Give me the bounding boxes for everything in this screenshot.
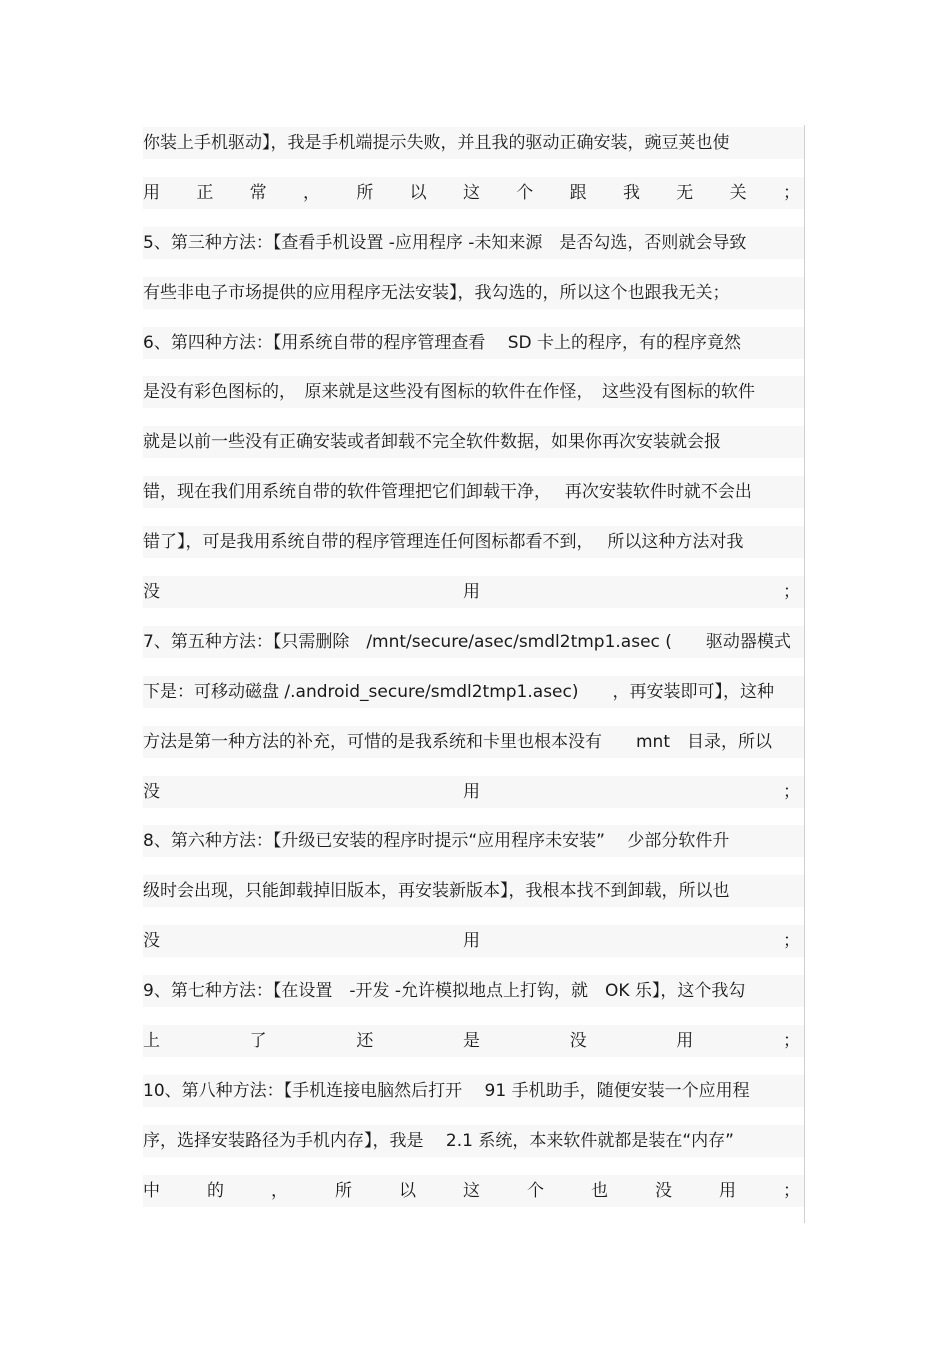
line-glyph: 所 [356,182,374,203]
line-glyph: ； [782,182,800,203]
line-text [143,927,800,955]
text-line [143,474,805,524]
line-text [143,778,800,806]
line-glyph: 常 [249,182,267,203]
line-text: 下是：可移动磁盘 /.android_secure/smdl2tmp1.asec) ，再安装即可】，这种 [143,681,774,702]
line-glyph: 中 [143,1180,160,1201]
line-text: 9、第七种方法：【在设置 -开发 -允许模拟地点上打钩，就 OK 乐】，这个我勾 [143,981,746,1002]
line-text: 你装上手机驱动】，我是手机端提示失败，并且我的驱动正确安装，豌豆荚也使 [143,133,730,153]
line-glyph: 用 [463,781,480,802]
line-glyph: ， [302,182,320,203]
text-line [143,1123,805,1173]
text-line [143,624,805,674]
line-text: 就是以前一些没有正确安装或者卸载不完全软件数据，如果你再次安装就会报 [143,432,721,453]
line-glyph: 正 [196,182,214,203]
line-text: 5、第三种方法：【查看手机设置 -应用程序 -未知来源 是否勾选，否则就会导致 [143,232,747,253]
line-glyph: 没 [143,781,160,802]
line-text: 方法是第一种方法的补充，可惜的是我系统和卡里也根本没有 mnt 目录，所以 [143,731,772,752]
text-line [143,1023,805,1073]
line-glyph: 也 [591,1180,608,1201]
line-text: 是没有彩色图标的， 原来就是这些没有图标的软件在作怪， 这些没有图标的软件 [143,382,755,403]
text-line [143,325,805,375]
line-glyph: 这 [462,182,480,203]
line-glyph: 我 [622,182,640,203]
line-glyph: 没 [143,582,160,603]
line-glyph: ； [783,931,800,952]
line-text: 序，选择安装路径为手机内存】，我是 2.1 系统，本来软件就都是装在“内存” [143,1130,734,1151]
text-line [143,574,805,624]
text-line [143,774,805,824]
line-text: 错了】，可是我用系统自带的程序管理连任何图标都看不到， 所以这种方法对我 [143,532,744,553]
line-glyph: 没 [143,931,160,952]
line-glyph: 没 [655,1180,672,1201]
line-glyph: 关 [729,182,747,203]
line-glyph: ； [783,582,800,603]
line-glyph: 用 [719,1180,736,1201]
line-glyph: 是 [462,1031,480,1052]
text-line [143,923,805,973]
line-text: 6、第四种方法：【用系统自带的程序管理查看 SD 卡上的程序，有的程序竟然 [143,332,742,353]
line-glyph: 以 [409,182,427,203]
line-glyph: ； [783,1180,800,1201]
line-glyph: ， [271,1180,288,1201]
line-glyph: 了 [249,1031,267,1052]
line-glyph: 个 [527,1180,544,1201]
document-body [143,125,805,1223]
text-line [143,1073,805,1123]
line-glyph: 所 [335,1180,352,1201]
line-glyph: ； [783,781,800,802]
line-text: 7、第五种方法：【只需删除 /mnt/secure/asec/smdl2tmp1.asec ( 驱动器模式 [143,631,791,652]
line-glyph: 用 [463,931,480,952]
text-line [143,175,805,225]
text-line [143,424,805,474]
line-text [143,1027,800,1055]
line-text: 10、第八种方法：【手机连接电脑然后打开 91 手机助手，随便安装一个应用程 [143,1080,750,1101]
line-glyph: 无 [676,182,694,203]
line-glyph: 用 [143,182,160,203]
text-line [143,724,805,774]
line-glyph: 个 [516,182,534,203]
line-glyph: 用 [676,1031,694,1052]
line-text [143,179,800,207]
line-glyph: ； [782,1031,800,1052]
line-glyph: 还 [356,1031,374,1052]
text-line [143,873,805,923]
line-text: 8、第六种方法：【升级已安装的程序时提示“应用程序未安装” 少部分软件升 [143,831,730,852]
line-glyph: 的 [207,1180,224,1201]
text-line [143,973,805,1023]
text-line [143,1173,805,1223]
text-line [143,823,805,873]
line-glyph: 跟 [569,182,587,203]
line-text [143,578,800,606]
text-line [143,674,805,724]
text-line [143,374,805,424]
text-line [143,125,805,175]
line-glyph: 没 [569,1031,587,1052]
line-text: 有些非电子市场提供的应用程序无法安装】，我勾选的，所以这个也跟我无关； [143,282,730,303]
text-line [143,524,805,574]
line-glyph: 用 [463,582,480,603]
line-glyph: 上 [143,1031,160,1052]
text-line [143,225,805,275]
line-text: 级时会出现，只能卸载掉旧版本，再安装新版本】，我根本找不到卸载，所以也 [143,881,730,902]
line-glyph: 这 [463,1180,480,1201]
line-text [143,1177,800,1205]
line-glyph: 以 [399,1180,416,1201]
text-line [143,275,805,325]
line-text: 错，现在我们用系统自带的软件管理把它们卸载干净， 再次安装软件时就不会出 [143,482,752,503]
